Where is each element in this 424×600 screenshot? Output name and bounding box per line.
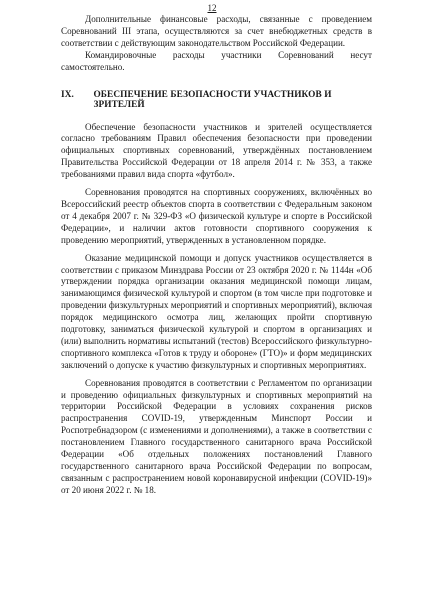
word: участники xyxy=(221,49,262,60)
paragraph-covid-regulations: Соревнования проводятся в соответствии с Регламентом по организации и проведению официальных физкультурных и спортивных мероприятий на территории Российской Федерации в условиях сохранения рисков распространения COVID-19, утвержденным Минспорт России и Роспотребнадзором (с изменениями и дополнениями), а также в соответствии с постановлением Главного государственного санитарного врача Российской Федерации «Об отдельных положениях постановлений Главного государственного санитарного врача Российской Федерации по вопросам, связанным с распространением новой коронавирусной инфекции (COVID-19)» от 20 июня 2022 г. № 18. xyxy=(61,377,372,495)
page-number: 12 xyxy=(207,3,217,13)
paragraph-sports-facilities: Соревнования проводятся на спортивных сооружениях, включённых во Всероссийский реестр объектов спорта в соответствии с Федеральным законом от 4 декабря 2007 г. № 329-ФЗ «О физической культуре и спорте в Российской Федерации», и наличии актов готовности спортивного сооружения к проведению мероприятий, утвержденных в установленном порядке. xyxy=(61,187,372,245)
paragraph-additional-expenses: Дополнительные финансовые расходы, связанные с проведением Соревнований III этапа, осуществляются за счет внебюджетных средств в соответствии с действующим законодательством Российской Федерации. xyxy=(61,14,372,48)
word: Соревнований xyxy=(278,49,334,60)
document-body xyxy=(61,14,372,497)
word: расходы xyxy=(172,49,205,60)
section-number: IX. xyxy=(61,89,74,100)
paragraph-travel-expenses-line xyxy=(61,50,372,62)
word: Командировочные xyxy=(85,49,157,60)
paragraph-safety-rules: Обеспечение безопасности участников и зрителей осуществляется согласно требованиям Правил обеспечения безопасности при проведении официальных спортивных соревнований, утверждённых постановлением Правительства Российской Федерации от 18 апреля 2014 г. № 353, а также требованиями правил вида спорта «футбол». xyxy=(61,121,372,180)
section-heading xyxy=(61,90,372,110)
word: несут xyxy=(350,49,372,60)
paragraph-medical-care: Оказание медицинской помощи и допуск участников осуществляется в соответствии с приказом Минздрава России от 23 октября 2020 г. № 1144н «Об утверждении порядка организации оказания медицинской помощи лицам, занимающимся физической культурой и спортом (в том числе при подготовке и проведении физкультурных мероприятий и спортивных мероприятий), включая порядок медицинского осмотра лиц, желающих пройти спортивную подготовку, заниматься физической культурой и спортом в организациях и (или) выполнить нормативы испытаний (тестов) Всероссийского физкультурно-спортивного комплекса «Готов к труду и обороне» (ГТО)» и форм медицинских заключений о допуске к участию физкультурных и спортивных мероприятиях. xyxy=(61,252,372,370)
paragraph-travel-expenses-end: самостоятельно. xyxy=(61,61,125,72)
section-title: ОБЕСПЕЧЕНИЕ БЕЗОПАСНОСТИ УЧАСТНИКОВ И ЗРИТЕЛЕЙ xyxy=(93,89,332,110)
